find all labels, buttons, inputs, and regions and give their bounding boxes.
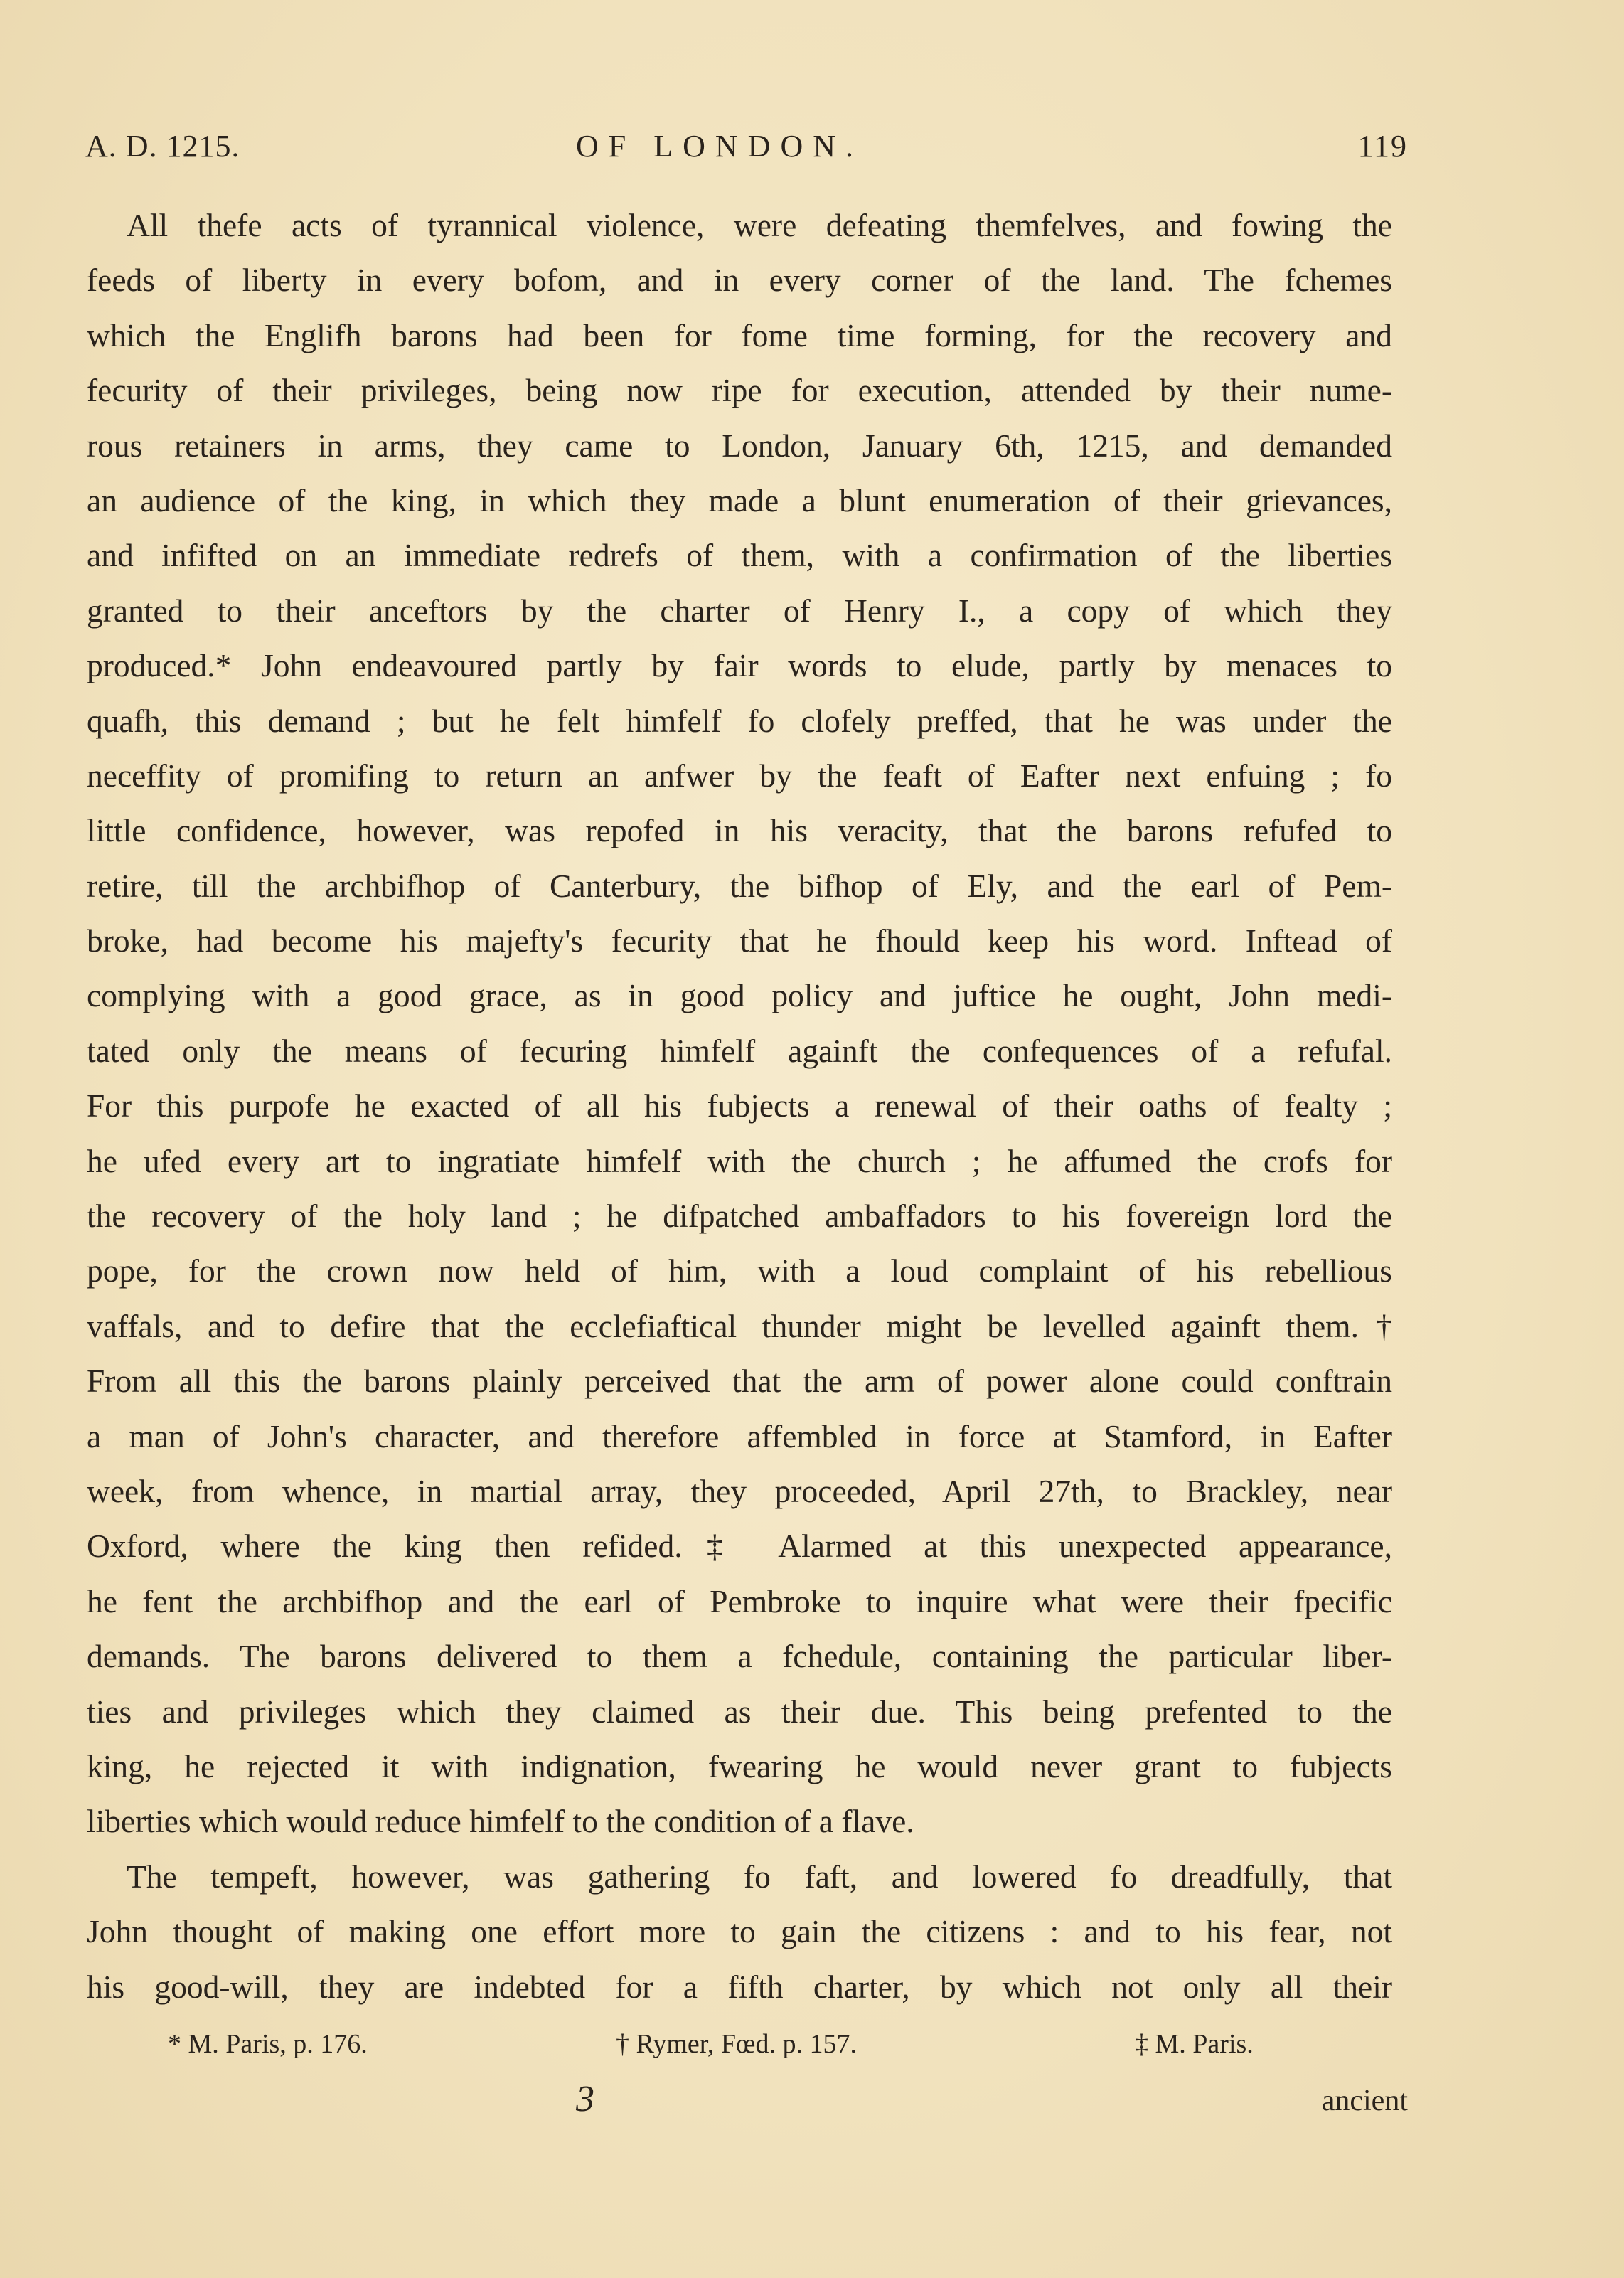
page-number: 119	[1357, 129, 1408, 164]
body-text	[87, 198, 1392, 2014]
signature-mark: 3	[576, 2079, 594, 2119]
text-line: John thought of making one effort more to gain the citizens : and to his fear, not	[87, 1913, 1392, 1950]
text-line: All thefe acts of tyrannical violence, were defeating themfelves, and fowing the	[127, 207, 1392, 243]
text-line: the recovery of the holy land ; he difpatched ambaffadors to his fovereign lord the	[87, 1198, 1392, 1235]
text-line: which the Englifh barons had been for fome time forming, for the recovery and	[87, 316, 1392, 353]
text-line: demands. The barons delivered to them a fchedule, containing the particular liber-	[87, 1638, 1392, 1675]
text-line: complying with a good grace, as in good policy and juftice he ought, John medi-	[87, 977, 1392, 1014]
text-line: From all this the barons plainly perceived that the arm of power alone could conftrain	[87, 1363, 1392, 1400]
header-date: A. D. 1215.	[85, 129, 240, 164]
text-line: quafh, this demand ; but he felt himfelf fo clofely preffed, that he was under the	[87, 702, 1392, 739]
footnote: † Rymer, Fœd. p. 157.	[616, 2029, 857, 2059]
text-line: ties and privileges which they claimed as their due. This being prefented to the	[87, 1693, 1392, 1730]
text-line: an audience of the king, in which they made a blunt enumeration of their grievances,	[87, 481, 1392, 518]
text-line: tated only the means of fecuring himfelf againft the confequences of a refufal.	[87, 1032, 1392, 1069]
footnotes	[85, 2028, 1408, 2071]
text-line: he fent the archbifhop and the earl of Pembroke to inquire what were their fpecific	[87, 1582, 1392, 1619]
text-line: retire, till the archbifhop of Canterbury, the bifhop of Ely, and the earl of Pem-	[87, 867, 1392, 904]
text-line: For this purpofe he exacted of all his fubjects a renewal of their oaths of fealty ;	[87, 1087, 1392, 1124]
text-line: little confidence, however, was repofed in his veracity, that the barons refufed to	[87, 812, 1392, 849]
text-line: liberties which would reduce himfelf to the condition of a flave.	[87, 1803, 914, 1840]
text-line: produced.* John endeavoured partly by fair words to elude, partly by menaces to	[87, 647, 1392, 684]
footnote: * M. Paris, p. 176.	[168, 2029, 368, 2059]
page-footer	[85, 2078, 1408, 2135]
text-line: The tempeft, however, was gathering fo faft, and lowered fo dreadfully, that	[127, 1858, 1392, 1895]
text-line: broke, had become his majefty's fecurity that he fhould keep his word. Inftead of	[87, 922, 1392, 959]
text-line: pope, for the crown now held of him, with a loud complaint of his rebellious	[87, 1252, 1392, 1289]
running-header	[85, 128, 1408, 178]
text-line: his good-will, they are indebted for a fifth charter, by which not only all their	[87, 1968, 1392, 2005]
text-line: fecurity of their privileges, being now ripe for execution, attended by their nume-	[87, 372, 1392, 409]
footnote: ‡ M. Paris.	[1135, 2029, 1254, 2059]
catchword: ancient	[1321, 2085, 1408, 2117]
text-line: vaffals, and to defire that the ecclefiaftical thunder might be levelled againft them.†	[87, 1307, 1392, 1344]
text-line: feeds of liberty in every bofom, and in every corner of the land. The fchemes	[87, 262, 1392, 299]
text-line: a man of John's character, and therefore affembled in force at Stamford, in Eafter	[87, 1417, 1392, 1454]
text-line: and infifted on an immediate redrefs of them, with a confirmation of the liberties	[87, 537, 1392, 574]
text-line: he ufed every art to ingratiate himfelf with the church ; he affumed the crofs for	[87, 1142, 1392, 1179]
header-title: OF LONDON.	[576, 129, 863, 164]
text-line: Oxford, where the king then refided.‡ Alarmed at this unexpected appearance,	[87, 1528, 1392, 1565]
text-line: rous retainers in arms, they came to London, January 6th, 1215, and demanded	[87, 427, 1392, 464]
text-line: granted to their anceftors by the charter of Henry I., a copy of which they	[87, 592, 1392, 629]
text-line: week, from whence, in martial array, they proceeded, April 27th, to Brackley, near	[87, 1472, 1392, 1509]
text-line: neceffity of promifing to return an anfwer by the feaft of Eafter next enfuing ; fo	[87, 757, 1392, 794]
text-line: king, he rejected it with indignation, fwearing he would never grant to fubjects	[87, 1747, 1392, 1784]
